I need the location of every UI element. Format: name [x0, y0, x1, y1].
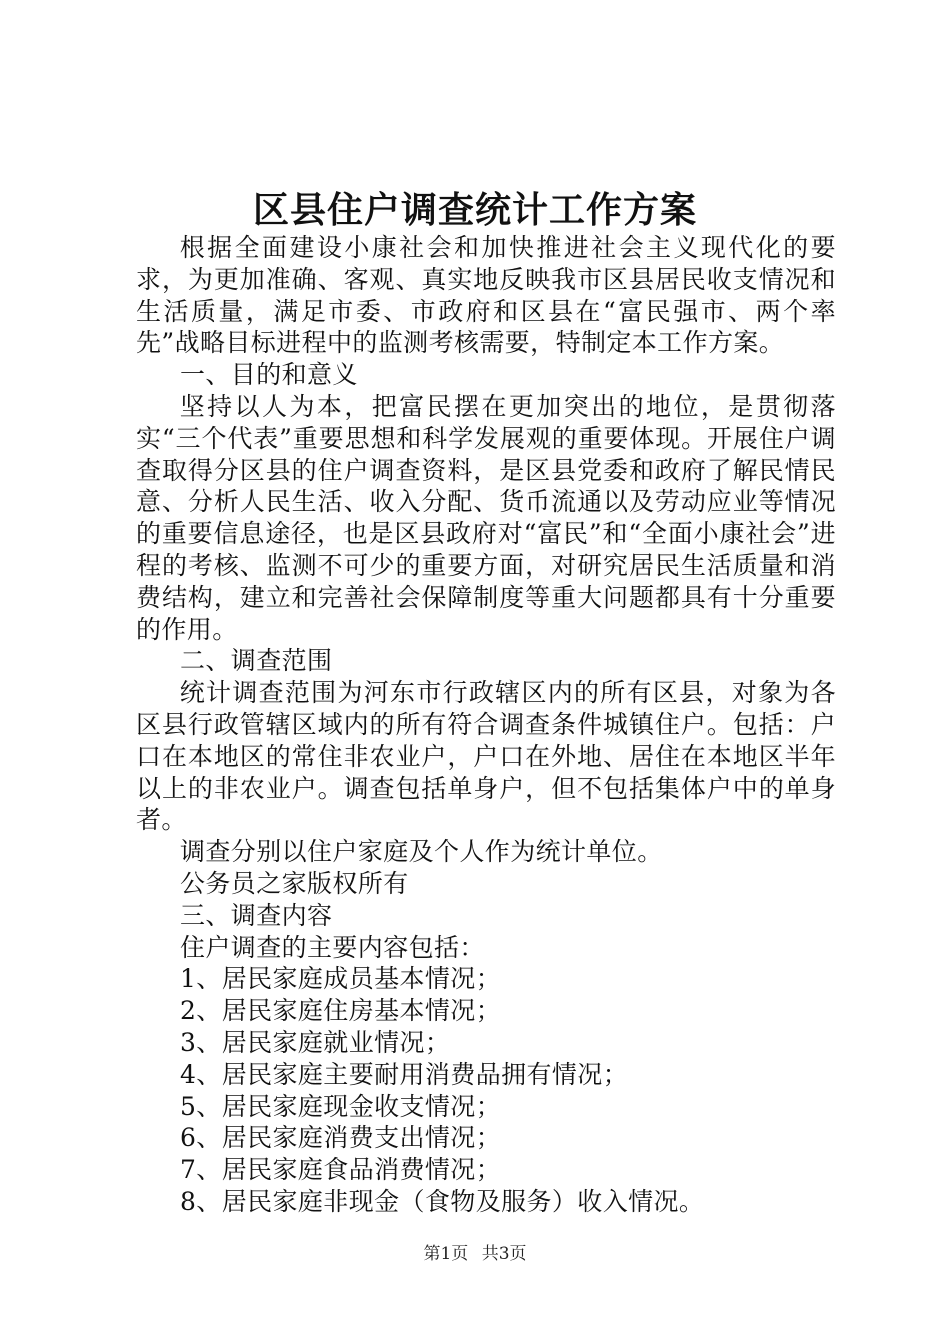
section-heading-purpose: 一、目的和意义 [180, 360, 358, 390]
page-number: 第1页 [423, 1244, 469, 1264]
purpose-paragraph: 坚持以人为本，把富民摆在更加突出的地位，是贯彻落实“三个代表”重要思想和科学发展观的重要体现。开展住户调查取得分区县的住户调查资料，是区县党委和政府了解民情民意、分析人民生活、收入分配、货币流通以及劳动应业等情况的重要信息途径，也是区县政府对“富民”和“全面小康社会”进程的考核、监测不可少的重要方面，对研究居民生活质量和消费结构，建立和完善社会保障制度等重大问题都具有十分重要的作用。 [136, 391, 836, 644]
list-item: 1、居民家庭成员基本情况； [180, 964, 502, 994]
document-title: 区县住户调查统计工作方案 [252, 189, 697, 231]
page-footer [0, 1242, 950, 1266]
list-item: 4、居民家庭主要耐用消费品拥有情况； [180, 1059, 629, 1089]
list-item: 6、居民家庭消费支出情况； [180, 1123, 502, 1153]
page-total: 共3页 [481, 1244, 527, 1264]
list-item: 2、居民家庭住房基本情况； [180, 996, 502, 1026]
intro-paragraph: 根据全面建设小康社会和加快推进社会主义现代化的要求，为更加准确、客观、真实地反映我市区县居民收支情况和生活质量，满足市委、市政府和区县在“富民强市、两个率先”战略目标进程中的监测考核需要，特制定本工作方案。 [136, 233, 836, 358]
section-heading-scope: 二、调查范围 [180, 646, 333, 676]
list-item: 5、居民家庭现金收支情况； [180, 1091, 502, 1121]
statistical-unit-line: 调查分别以住户家庭及个人作为统计单位。 [180, 837, 663, 867]
copyright-line: 公务员之家版权所有 [180, 868, 409, 898]
list-item: 8、居民家庭非现金（食物及服务）收入情况。 [180, 1186, 705, 1216]
list-item: 3、居民家庭就业情况； [180, 1027, 451, 1057]
scope-paragraph: 统计调查范围为河东市行政辖区内的所有区县，对象为各区县行政管辖区域内的所有符合调查条件城镇住户。包括：户口在本地区的常住非农业户，户口在外地、居住在本地区半年以上的非农业户。调查包括单身户，但不包括集体户中的单身者。 [136, 678, 836, 835]
list-item: 7、居民家庭食品消费情况； [180, 1155, 502, 1185]
section-heading-content: 三、调查内容 [180, 900, 333, 930]
document-body [136, 232, 836, 1218]
content-intro-line: 住户调查的主要内容包括： [180, 932, 485, 962]
